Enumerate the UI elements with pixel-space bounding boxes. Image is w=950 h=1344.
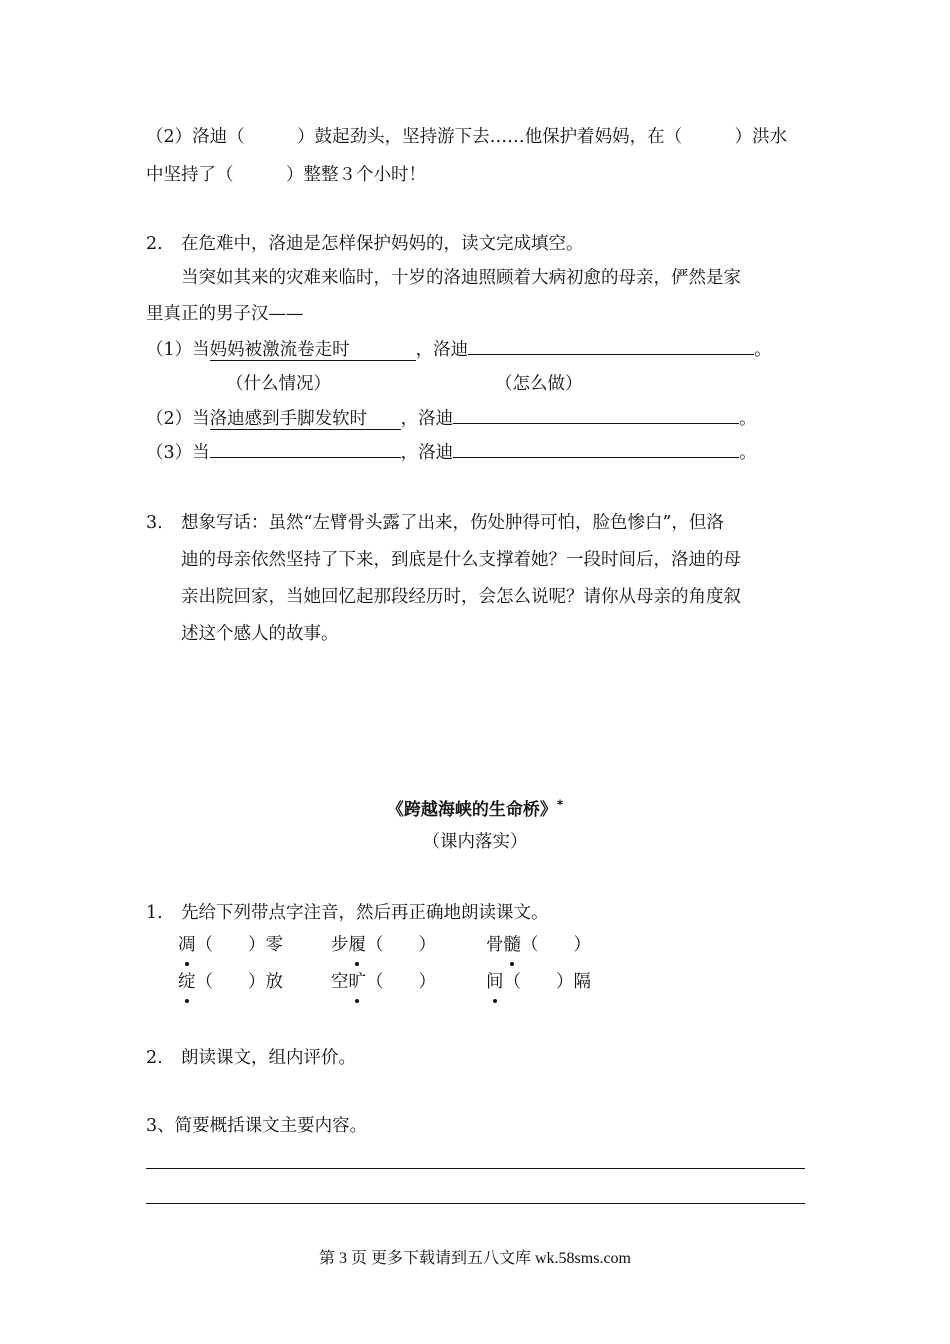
answer-line-2[interactable] — [146, 1203, 805, 1204]
word-item-1 — [178, 933, 283, 957]
q2-row-3-situation-blank[interactable] — [210, 457, 401, 458]
dotted-char-1: 凋 — [178, 935, 196, 955]
word-item-2-tail: （ ） — [366, 935, 436, 955]
q2-prompt: 在危难中，洛迪是怎样保护妈妈的，读文完成填空。 — [181, 234, 584, 254]
word-item-5-tail: （ ） — [366, 972, 436, 992]
q2-row-1-prefix: （1）当 — [146, 340, 210, 360]
word-item-2-head: 步 — [331, 935, 349, 955]
s2-prompt: 朗读课文，组内评价。 — [181, 1048, 356, 1068]
word-item-5-head: 空 — [331, 972, 349, 992]
s3-prompt: 3、简要概括课文主要内容。 — [146, 1116, 368, 1136]
word-item-3 — [486, 933, 591, 957]
hint-how: （怎么做） — [495, 374, 583, 394]
prev-question-line-2: 中坚持了（ ）整整３个小时！ — [146, 165, 426, 185]
q2-row-1-end: 。 — [754, 340, 772, 360]
section-title-star: * — [556, 797, 564, 812]
word-item-5 — [331, 970, 436, 994]
q3-line-2: 迪的母亲依然坚持了下来，到底是什么支撑着她？一段时间后，洛迪的母 — [181, 550, 741, 570]
q2-row-3-mid: ，洛迪 — [400, 443, 454, 463]
word-item-1-tail: （ ）零 — [195, 935, 283, 955]
section-subtitle: （课内落实） — [422, 832, 528, 852]
answer-line-1[interactable] — [146, 1168, 805, 1169]
dotted-char-2: 履 — [348, 935, 366, 955]
q2-row-1-filled-blank: 妈妈被激流卷走时 — [210, 340, 416, 361]
q3-number: 3. — [146, 513, 163, 533]
q2-row-3 — [146, 441, 757, 465]
dotted-char-3: 髓 — [503, 935, 521, 955]
dotted-char-5: 旷 — [348, 972, 366, 992]
word-item-3-head: 骨 — [486, 935, 504, 955]
q3-line-4: 述这个感人的故事。 — [181, 624, 339, 644]
word-item-3-tail: （ ） — [521, 935, 591, 955]
s1-number: 1. — [146, 903, 163, 923]
word-item-6-tail: （ ）隔 — [503, 972, 591, 992]
dotted-char-4: 绽 — [178, 972, 196, 992]
q2-row-3-answer-blank[interactable] — [453, 457, 739, 458]
s2-number: 2. — [146, 1048, 163, 1068]
q2-row-2-end: 。 — [739, 409, 757, 429]
q2-row-2-filled-blank: 洛迪感到手脚发软时 — [210, 409, 401, 430]
page-footer: 第 3 页 更多下载请到五八文库 wk.58sms.com — [318, 1250, 631, 1267]
prev-question-line-1: （2）洛迪（ ）鼓起劲头，坚持游下去……他保护着妈妈，在（ ）洪水 — [146, 127, 788, 147]
q2-row-1-answer-blank[interactable] — [468, 354, 754, 355]
word-item-4-tail: （ ）放 — [195, 972, 283, 992]
q2-row-3-end: 。 — [739, 443, 757, 463]
section-title — [0, 795, 950, 820]
q2-row-1 — [146, 338, 772, 362]
word-item-2 — [331, 933, 436, 957]
q2-row-2-mid: ，洛迪 — [400, 409, 454, 429]
q2-row-1-mid: ，洛迪 — [415, 340, 469, 360]
q3-line-3: 亲出院回家，当她回忆起那段经历时，会怎么说呢？请你从母亲的角度叙 — [181, 587, 741, 607]
word-item-4 — [178, 970, 283, 994]
hint-what: （什么情况） — [226, 374, 331, 394]
q2-paragraph-line-1: 当突如其来的灾难来临时，十岁的洛迪照顾着大病初愈的母亲，俨然是家 — [181, 268, 741, 288]
section-title-text: 《跨越海峡的生命桥》 — [386, 800, 557, 820]
word-item-6 — [486, 970, 591, 994]
q2-row-2-answer-blank[interactable] — [453, 423, 739, 424]
q2-row-3-prefix: （3）当 — [146, 443, 210, 463]
q3-line-1: 想象写话：虽然“左臂骨头露了出来，伤处肿得可怕，脸色惨白”，但洛 — [181, 513, 724, 533]
s1-prompt: 先给下列带点字注音，然后再正确地朗读课文。 — [181, 903, 549, 923]
q2-paragraph-line-2: 里真正的男子汉—— — [146, 304, 304, 324]
q2-row-2-prefix: （2）当 — [146, 409, 210, 429]
dotted-char-6: 间 — [486, 972, 504, 992]
q2-row-2 — [146, 407, 757, 431]
q2-number: 2. — [146, 234, 163, 254]
